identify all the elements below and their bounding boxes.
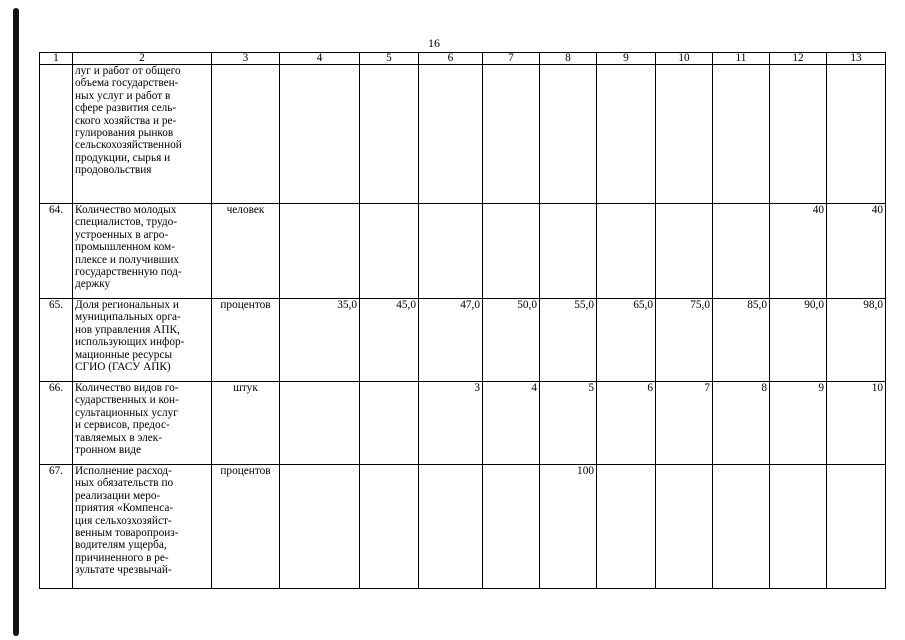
indicator-name: Доля региональных и муниципальных орга- нов управления АПК, использующих инфор- мационные ресурсы СГИО (ГАСУ АПК) (73, 299, 212, 382)
column-header: 12 (770, 53, 827, 65)
column-header: 3 (212, 53, 280, 65)
value-cell (770, 65, 827, 204)
unit-of-measure (212, 65, 280, 204)
row-index: 65. (40, 299, 73, 382)
value-cell (280, 382, 360, 465)
value-cell (360, 204, 419, 299)
row-index: 64. (40, 204, 73, 299)
indicator-name: луг и работ от общего объема государствен- ных услуг и работ в сфере развития сель- ского хозяйства и ре- гулирования рынков сельскохозяйственной продукции, сырья и продовольствия (73, 65, 212, 204)
header-row (40, 53, 886, 65)
value-cell: 8 (713, 382, 770, 465)
table-row (40, 382, 886, 465)
unit-of-measure: человек (212, 204, 280, 299)
value-cell (280, 465, 360, 589)
table-row (40, 65, 886, 204)
column-header: 8 (540, 53, 597, 65)
value-cell: 40 (770, 204, 827, 299)
value-cell (770, 465, 827, 589)
value-cell (656, 204, 713, 299)
value-cell: 9 (770, 382, 827, 465)
value-cell (656, 65, 713, 204)
value-cell: 35,0 (280, 299, 360, 382)
value-cell (540, 65, 597, 204)
indicator-name: Исполнение расход- ных обязательств по реализации меро- приятия «Компенса- ция сельхозхозяйст- венным товаропроиз- водителям ущерба, причиненного в ре- зультате чрезвычай- (73, 465, 212, 589)
column-header: 2 (73, 53, 212, 65)
value-cell: 55,0 (540, 299, 597, 382)
value-cell: 7 (656, 382, 713, 465)
value-cell (597, 65, 656, 204)
value-cell (827, 465, 886, 589)
indicator-name: Количество видов го- сударственных и кон- сультационных услуг и сервисов, предос- тавляемых в элек- тронном виде (73, 382, 212, 465)
data-table (39, 52, 886, 589)
value-cell: 4 (483, 382, 540, 465)
value-cell: 50,0 (483, 299, 540, 382)
indicator-name: Количество молодых специалистов, трудо- устроенных в агро- промышленном ком- плексе и получивших государственную под- держку (73, 204, 212, 299)
value-cell: 65,0 (597, 299, 656, 382)
value-cell (419, 204, 483, 299)
table-row (40, 204, 886, 299)
value-cell: 3 (419, 382, 483, 465)
table-row (40, 465, 886, 589)
unit-of-measure: процентов (212, 299, 280, 382)
column-header: 5 (360, 53, 419, 65)
value-cell (713, 465, 770, 589)
value-cell: 85,0 (713, 299, 770, 382)
value-cell (280, 65, 360, 204)
column-header: 1 (40, 53, 73, 65)
column-header: 6 (419, 53, 483, 65)
value-cell: 75,0 (656, 299, 713, 382)
unit-of-measure: штук (212, 382, 280, 465)
table-row (40, 299, 886, 382)
value-cell (419, 65, 483, 204)
value-cell (713, 204, 770, 299)
value-cell (597, 204, 656, 299)
value-cell (360, 465, 419, 589)
column-header: 13 (827, 53, 886, 65)
value-cell (483, 204, 540, 299)
value-cell (597, 465, 656, 589)
value-cell (656, 465, 713, 589)
value-cell: 45,0 (360, 299, 419, 382)
value-cell (360, 382, 419, 465)
value-cell (483, 465, 540, 589)
value-cell (483, 65, 540, 204)
value-cell: 90,0 (770, 299, 827, 382)
unit-of-measure: процентов (212, 465, 280, 589)
row-index: 66. (40, 382, 73, 465)
value-cell: 47,0 (419, 299, 483, 382)
value-cell: 40 (827, 204, 886, 299)
value-cell: 98,0 (827, 299, 886, 382)
row-index (40, 65, 73, 204)
value-cell (280, 204, 360, 299)
value-cell (827, 65, 886, 204)
value-cell: 6 (597, 382, 656, 465)
value-cell: 5 (540, 382, 597, 465)
value-cell (360, 65, 419, 204)
column-header: 7 (483, 53, 540, 65)
value-cell (419, 465, 483, 589)
value-cell: 10 (827, 382, 886, 465)
value-cell: 100 (540, 465, 597, 589)
scan-edge-mark (13, 8, 19, 636)
value-cell (540, 204, 597, 299)
column-header: 9 (597, 53, 656, 65)
page-number: 16 (428, 36, 440, 50)
column-header: 4 (280, 53, 360, 65)
column-header: 11 (713, 53, 770, 65)
column-header: 10 (656, 53, 713, 65)
value-cell (713, 65, 770, 204)
row-index: 67. (40, 465, 73, 589)
